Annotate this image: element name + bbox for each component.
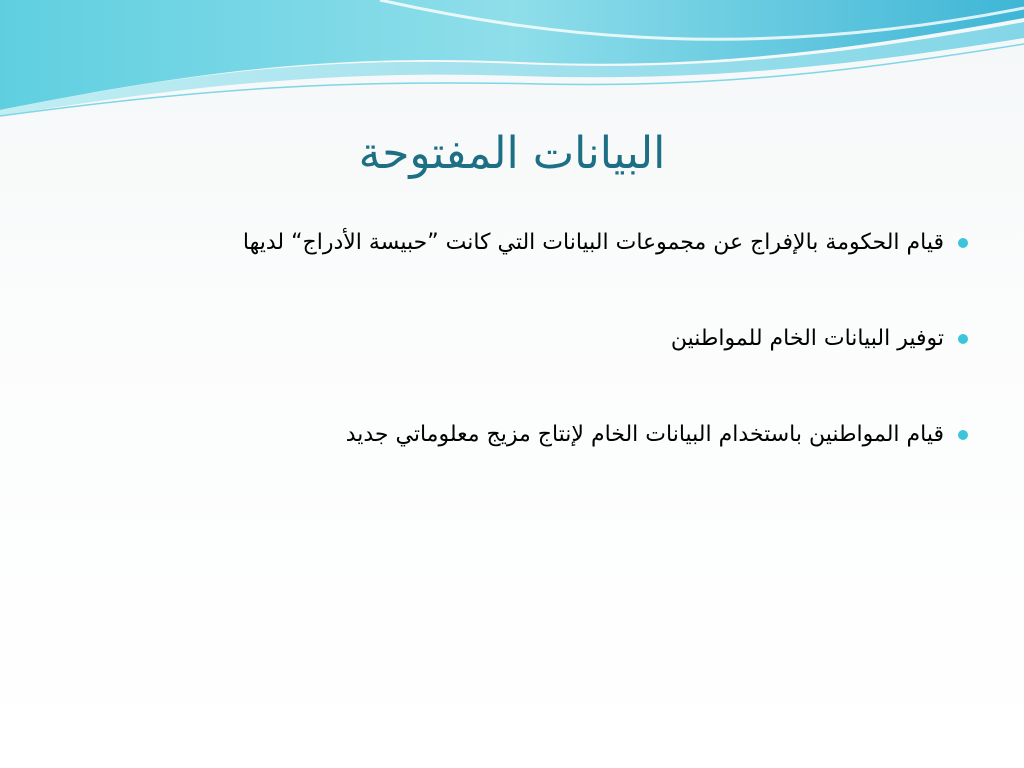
bullet-text: توفير البيانات الخام للمواطنين <box>670 326 944 351</box>
header-wave-decoration <box>0 0 1024 120</box>
bullet-text: قيام المواطنين باستخدام البيانات الخام لإنتاج مزيج معلوماتي جديد <box>345 422 944 447</box>
bullet-item <box>74 414 944 456</box>
slide-title: البيانات المفتوحة <box>358 128 666 179</box>
bullet-item <box>74 318 944 360</box>
bullet-dot-icon <box>958 430 968 440</box>
bullet-list <box>74 222 944 510</box>
bullet-dot-icon <box>958 334 968 344</box>
bullet-item <box>74 222 944 264</box>
bullet-dot-icon <box>958 238 968 248</box>
bullet-text: قيام الحكومة بالإفراج عن مجموعات البيانات التي كانت ”حبيسة الأدراج“ لديها <box>242 230 944 255</box>
